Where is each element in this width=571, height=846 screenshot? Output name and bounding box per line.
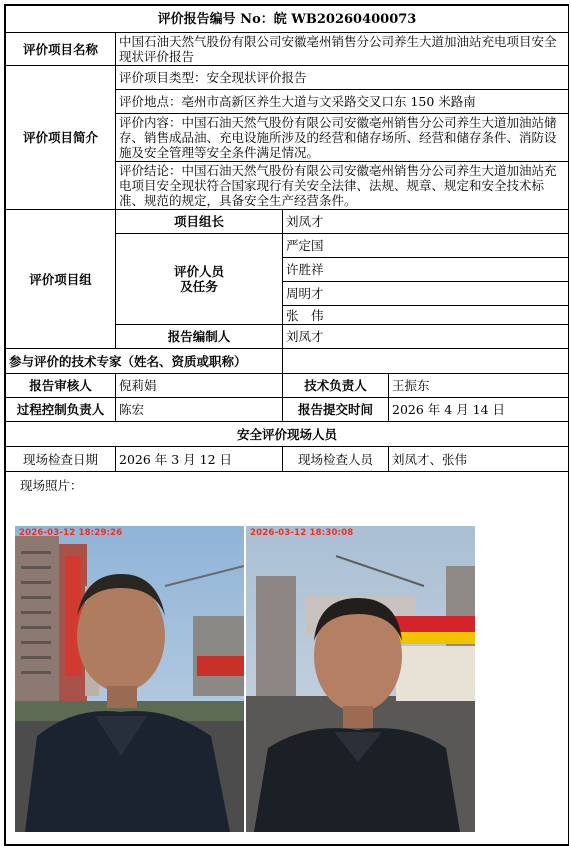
photo-2-timestamp: 2026-03-12 18:30:08 bbox=[250, 528, 354, 538]
reviewer-name: 倪莉娟 bbox=[116, 374, 283, 398]
leader-name: 刘凤才 bbox=[283, 210, 569, 234]
member-name: 张 伟 bbox=[283, 306, 569, 325]
group-label: 评价项目组 bbox=[6, 210, 116, 349]
experts-value bbox=[283, 349, 569, 374]
photo-1-timestamp: 2026-03-12 18:29:26 bbox=[19, 528, 123, 538]
site-header: 安全评价现场人员 bbox=[6, 422, 569, 447]
inspectors-label: 现场检查人员 bbox=[283, 447, 389, 472]
process-lead-name: 陈宏 bbox=[116, 398, 283, 422]
reviewer-label: 报告审核人 bbox=[6, 374, 116, 398]
member-name: 许胜祥 bbox=[283, 258, 569, 282]
experts-label: 参与评价的技术专家（姓名、资质或职称） bbox=[6, 349, 283, 374]
site-photo-2 bbox=[246, 526, 475, 832]
report-number: 评价报告编号 No：皖 WB20260400073 bbox=[6, 6, 569, 33]
intro-type: 评价项目类型：安全现状评价报告 bbox=[116, 66, 569, 90]
member-name: 周明才 bbox=[283, 282, 569, 306]
site-photo-1 bbox=[15, 526, 244, 832]
project-name-label: 评价项目名称 bbox=[6, 33, 116, 66]
inspectors-names: 刘凤才、张伟 bbox=[389, 447, 569, 472]
member-name: 严定国 bbox=[283, 234, 569, 258]
editor-label: 报告编制人 bbox=[116, 325, 283, 349]
tech-lead-label: 技术负责人 bbox=[283, 374, 389, 398]
inspect-date: 2026 年 3 月 12 日 bbox=[116, 447, 283, 472]
submit-date-label: 报告提交时间 bbox=[283, 398, 389, 422]
leader-label: 项目组长 bbox=[116, 210, 283, 234]
submit-date: 2026 年 4 月 14 日 bbox=[389, 398, 569, 422]
photo-2-image bbox=[246, 526, 475, 832]
photo-1-image bbox=[15, 526, 244, 832]
inspect-date-label: 现场检查日期 bbox=[6, 447, 116, 472]
intro-label: 评价项目简介 bbox=[6, 66, 116, 210]
process-lead-label: 过程控制负责人 bbox=[6, 398, 116, 422]
intro-content: 评价内容：中国石油天然气股份有限公司安徽亳州销售分公司养生大道加油站储存、销售成品油、充电设施所涉及的经营和储存场所、经营和储存条件、消防设施及安全管理等安全条件满足情况。 bbox=[116, 114, 569, 162]
members-label: 评价人员 及任务 bbox=[116, 234, 283, 325]
tech-lead-name: 王振东 bbox=[389, 374, 569, 398]
editor-name: 刘凤才 bbox=[283, 325, 569, 349]
intro-location: 评价地点：亳州市高新区养生大道与文采路交叉口东 150 米路南 bbox=[116, 90, 569, 114]
photos-label: 现场照片： bbox=[20, 478, 83, 493]
intro-conclusion: 评价结论：中国石油天然气股份有限公司安徽亳州销售分公司养生大道加油站充电项目安全现状符合国家现行有关安全法律、法规、规章、规定和安全技术标准、规范的规定，具备安全生产经营条件。 bbox=[116, 162, 569, 210]
project-name: 中国石油天然气股份有限公司安徽亳州销售分公司养生大道加油站充电项目安全现状评价报告 bbox=[116, 33, 569, 66]
